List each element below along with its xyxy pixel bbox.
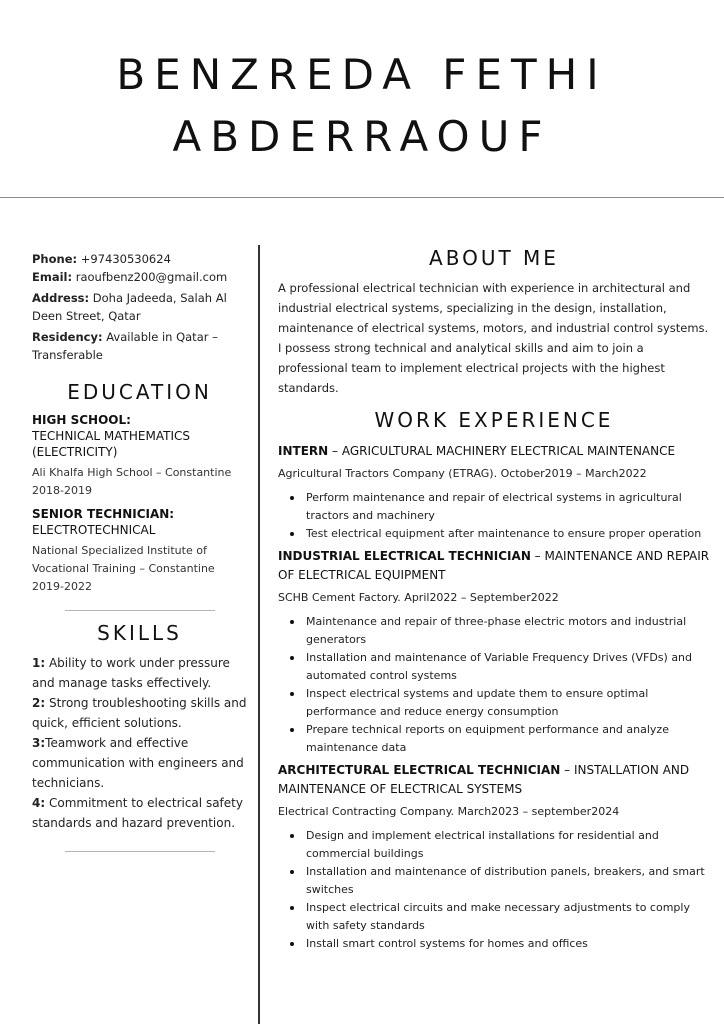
- education-subtitle: ELECTROTECHNICAL: [32, 523, 156, 537]
- education-dates: 2019-2022: [32, 580, 92, 593]
- duty-item: [290, 525, 710, 543]
- name-line-1: BENZREDA FETHI: [116, 50, 608, 99]
- left-column: [32, 250, 247, 862]
- skill-item: [32, 693, 247, 733]
- residency-label: Residency:: [32, 330, 103, 344]
- education-subtitle: TECHNICAL MATHEMATICS (ELECTRICITY): [32, 429, 190, 459]
- bullet-icon: [290, 692, 294, 696]
- address-label: Address:: [32, 291, 90, 305]
- bullet-icon: [290, 532, 294, 536]
- duty-text: Installation and maintenance of distribution panels, breakers, and smart switches: [306, 865, 705, 896]
- job-title: [278, 547, 710, 585]
- job-entry: [278, 547, 710, 757]
- contact-address: [32, 289, 247, 325]
- phone-value: +97430530624: [80, 252, 171, 266]
- duty-text: Prepare technical reports on equipment performance and analyze maintenance data: [306, 723, 669, 754]
- skill-number: 1:: [32, 656, 46, 670]
- duty-item: [290, 721, 710, 757]
- education-title: HIGH SCHOOL:: [32, 413, 131, 427]
- contact-section: [32, 250, 247, 364]
- education-dates: 2018-2019: [32, 484, 92, 497]
- email-value: raoufbenz200@gmail.com: [75, 270, 228, 284]
- duty-text: Test electrical equipment after maintenance to ensure proper operation: [306, 527, 702, 540]
- education-title: SENIOR TECHNICIAN:: [32, 507, 175, 521]
- job-title: [278, 442, 710, 461]
- skills-divider-bottom: [65, 851, 215, 852]
- job-company: Agricultural Tractors Company (ETRAG). October2019 – March2022: [278, 467, 647, 480]
- skill-text: Commitment to electrical safety standards and hazard prevention.: [32, 796, 243, 830]
- job-role: INDUSTRIAL ELECTRICAL TECHNICIAN: [278, 549, 531, 563]
- duty-item: [290, 935, 710, 953]
- about-heading: ABOUT ME: [429, 246, 559, 270]
- job-description: – MAINTENANCE AND REPAIR OF ELECTRICAL EQUIPMENT: [278, 549, 710, 582]
- bullet-icon: [290, 834, 294, 838]
- job-role: ARCHITECTURAL ELECTRICAL TECHNICIAN: [278, 763, 561, 777]
- skill-number: 3:: [32, 736, 46, 750]
- education-item: [32, 412, 247, 500]
- work-experience-heading: WORK EXPERIENCE: [374, 408, 614, 432]
- job-company: SCHB Cement Factory. April2022 – September2022: [278, 591, 559, 604]
- duty-item: [290, 827, 710, 863]
- job-duties: [278, 489, 710, 543]
- duty-text: Perform maintenance and repair of electrical systems in agricultural tractors and machinery: [306, 491, 682, 522]
- job-title: [278, 761, 710, 799]
- skill-text: Ability to work under pressure and manage tasks effectively.: [32, 656, 230, 690]
- bullet-icon: [290, 870, 294, 874]
- job-entry: [278, 761, 710, 953]
- duty-item: [290, 863, 710, 899]
- address-value: Doha Jadeeda, Salah Al Deen Street, Qatar: [32, 291, 227, 323]
- duty-text: Design and implement electrical installations for residential and commercial buildings: [306, 829, 659, 860]
- skill-item: [32, 733, 247, 793]
- email-label: Email:: [32, 270, 73, 284]
- bullet-icon: [290, 496, 294, 500]
- duty-text: Install smart control systems for homes and offices: [306, 937, 588, 950]
- job-description: – AGRICULTURAL MACHINERY ELECTRICAL MAINTENANCE: [328, 444, 676, 458]
- education-heading: EDUCATION: [67, 380, 212, 404]
- name-line-2: ABDERRAOUF: [172, 112, 552, 161]
- duty-item: [290, 489, 710, 525]
- phone-label: Phone:: [32, 252, 78, 266]
- about-text: A professional electrical technician with experience in architectural and industrial electrical systems, specializing in the design, installation, maintenance of electrical systems, motors, and industrial control systems. I possess strong technical and analytical skills and aim to join a professional team to implement electrical projects with the highest standards.: [278, 281, 709, 395]
- education-item: [32, 506, 247, 596]
- education-school: Ali Khalfa High School – Constantine: [32, 466, 232, 479]
- skill-number: 4:: [32, 796, 46, 810]
- right-column: [278, 246, 710, 957]
- duty-text: Inspect electrical circuits and make necessary adjustments to comply with safety standards: [306, 901, 690, 932]
- header-divider: [0, 197, 724, 198]
- bullet-icon: [290, 656, 294, 660]
- contact-email: [32, 268, 247, 286]
- bullet-icon: [290, 620, 294, 624]
- duty-item: [290, 899, 710, 935]
- skill-item: [32, 793, 247, 833]
- skills-heading: SKILLS: [97, 621, 182, 645]
- education-school: National Specialized Institute of Vocational Training – Constantine: [32, 544, 215, 575]
- bullet-icon: [290, 728, 294, 732]
- job-duties: [278, 827, 710, 953]
- duty-text: Maintenance and repair of three-phase electric motors and industrial generators: [306, 615, 687, 646]
- column-divider: [258, 245, 260, 1024]
- skill-text: Strong troubleshooting skills and quick, efficient solutions.: [32, 696, 247, 730]
- duty-item: [290, 649, 710, 685]
- job-entry: [278, 442, 710, 543]
- skill-text: Teamwork and effective communication with engineers and technicians.: [32, 736, 244, 790]
- skills-divider-top: [65, 610, 215, 611]
- job-company: Electrical Contracting Company. March2023 – september2024: [278, 805, 620, 818]
- duty-text: Inspect electrical systems and update them to ensure optimal performance and reduce energy consumption: [306, 687, 649, 718]
- skill-item: [32, 653, 247, 693]
- job-description: – INSTALLATION AND MAINTENANCE OF ELECTRICAL SYSTEMS: [278, 763, 690, 796]
- job-role: INTERN: [278, 444, 329, 458]
- contact-residency: [32, 328, 247, 364]
- contact-phone: [32, 250, 247, 268]
- residency-value: Available in Qatar – Transferable: [32, 330, 218, 362]
- duty-text: Installation and maintenance of Variable Frequency Drives (VFDs) and automated control systems: [306, 651, 693, 682]
- duty-item: [290, 685, 710, 721]
- bullet-icon: [290, 906, 294, 910]
- duty-item: [290, 613, 710, 649]
- skill-number: 2:: [32, 696, 46, 710]
- bullet-icon: [290, 942, 294, 946]
- job-duties: [278, 613, 710, 757]
